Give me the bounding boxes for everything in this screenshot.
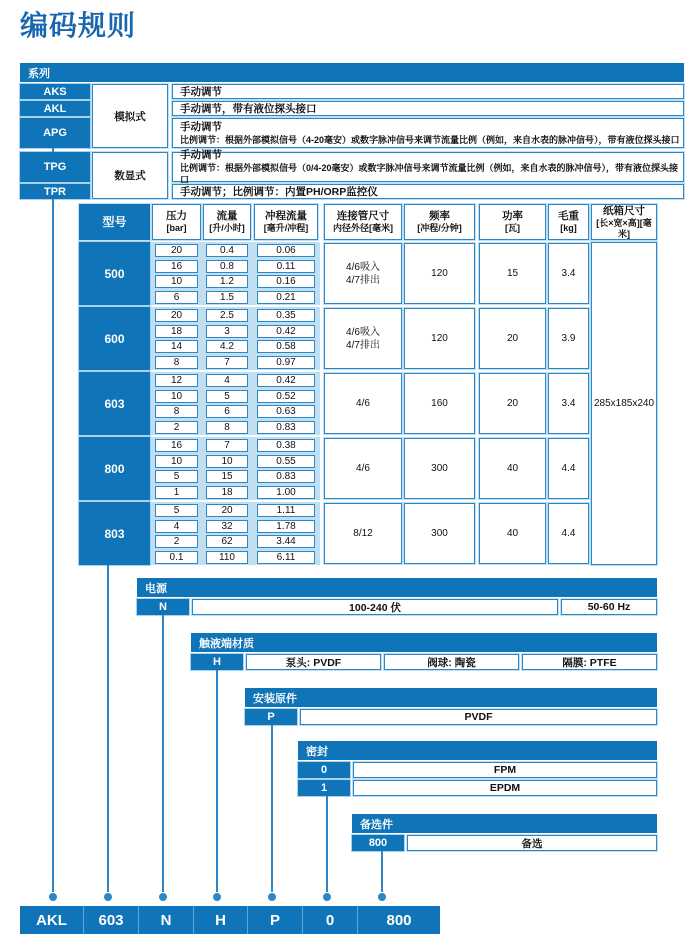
header-line2: [毫升/冲程] xyxy=(263,223,309,233)
header-line1: 频率 xyxy=(429,210,450,222)
series-code-akl: AKL xyxy=(20,101,90,116)
stroke-flow-cell: 0.16 xyxy=(257,275,315,288)
header-line2: [冲程/分钟] xyxy=(417,223,462,233)
code-segment-power: N xyxy=(138,906,193,934)
connector-line-installation xyxy=(271,725,273,892)
stroke-flow-cell: 0.21 xyxy=(257,291,315,304)
pressure-cell: 16 xyxy=(155,260,198,273)
series-desc-apg-line2: 比例调节：根据外部模拟信号（4-20毫安）或数字脉冲信号来调节流量比例（例如，来自水表的脉冲信号），带有液位探头接口 xyxy=(180,134,680,145)
stroke-flow-cell: 0.11 xyxy=(257,260,315,273)
installation-header-label: 安装原件 xyxy=(253,692,297,705)
header-line1: 型号 xyxy=(102,214,127,229)
power-frequency: 50-60 Hz xyxy=(561,599,657,615)
code-segment-series: AKL xyxy=(36,911,67,929)
power-voltage: 100-240 伏 xyxy=(192,599,558,615)
pipe-size-cell xyxy=(324,243,402,304)
stroke-flow-cell: 1.00 xyxy=(257,486,315,499)
stroke-flow-cell: 0.52 xyxy=(257,390,315,403)
connector-dot-model xyxy=(104,893,112,901)
code-segment-optional: 800 xyxy=(357,906,440,934)
header-line1: 冲程流量 xyxy=(265,210,307,222)
pressure-cell: 8 xyxy=(155,356,198,369)
code-segment-model: 603 xyxy=(83,906,138,934)
pressure-cell: 5 xyxy=(155,470,198,483)
header-cell xyxy=(324,204,402,240)
pressure-cell: 10 xyxy=(155,275,198,288)
stroke-flow-cell: 0.58 xyxy=(257,340,315,353)
flow-cell: 20 xyxy=(206,504,248,517)
optional-header-label: 备选件 xyxy=(360,818,393,831)
series-desc-tpg xyxy=(172,148,684,185)
pressure-cell: 16 xyxy=(155,439,198,452)
header-line1: 流量 xyxy=(216,210,238,222)
flow-cell: 6 xyxy=(206,405,248,418)
stroke-flow-cell: 0.38 xyxy=(257,439,315,452)
installation-section-header xyxy=(245,688,657,707)
header-line2: [瓦] xyxy=(505,223,520,233)
weight-cell: 4.4 xyxy=(548,503,589,564)
installation-value: PVDF xyxy=(300,709,657,725)
seal-value-fpm: FPM xyxy=(353,762,657,778)
flow-cell: 1.5 xyxy=(206,291,248,304)
header-line1: 纸箱尺寸 xyxy=(603,204,645,217)
material-diaphragm: 隔膜: PTFE xyxy=(522,654,657,670)
flow-cell: 7 xyxy=(206,356,248,369)
seal-value-epdm: EPDM xyxy=(353,780,657,796)
flow-cell: 10 xyxy=(206,455,248,468)
flow-cell: 32 xyxy=(206,520,248,533)
series-type-analog: 模拟式 xyxy=(92,84,168,148)
series-desc-apg xyxy=(172,118,684,148)
seal-section-header xyxy=(298,741,657,760)
model-spec-table xyxy=(79,204,657,565)
flow-cell: 62 xyxy=(206,535,248,548)
code-segment-seal: 0 xyxy=(302,906,357,934)
pressure-cell: 8 xyxy=(155,405,198,418)
material-code: H xyxy=(191,654,243,670)
seal-header-label: 密封 xyxy=(306,745,328,758)
series-type-digital: 数显式 xyxy=(92,152,168,199)
header-cell xyxy=(254,204,318,240)
connector-line-model xyxy=(107,565,109,892)
carton-size-cell: 285x185x240 xyxy=(591,242,657,565)
code-segment-installation: P xyxy=(247,906,302,934)
pipe-size-cell xyxy=(324,503,402,564)
connector-dot-seal xyxy=(323,893,331,901)
connector-dot-installation xyxy=(268,893,276,901)
weight-cell: 3.9 xyxy=(548,308,589,369)
pipe-size-cell xyxy=(324,308,402,369)
power-section-header xyxy=(137,578,657,597)
series-desc-apg-line1: 手动调节 xyxy=(180,120,222,133)
power-header-label: 电源 xyxy=(145,582,167,595)
flow-cell: 5 xyxy=(206,390,248,403)
stroke-flow-cell: 1.11 xyxy=(257,504,315,517)
series-desc-tpg-line1: 手动调节 xyxy=(180,148,222,161)
series-code-tpg: TPG xyxy=(20,152,90,182)
pipe-size-line: 4/6 xyxy=(356,398,370,409)
model-cell: 800 xyxy=(79,437,150,500)
connector-dot-optional xyxy=(378,893,386,901)
header-cell xyxy=(548,204,589,240)
header-line2: [bar] xyxy=(166,223,187,233)
stroke-flow-cell: 0.97 xyxy=(257,356,315,369)
flow-cell: 18 xyxy=(206,486,248,499)
pressure-cell: 18 xyxy=(155,325,198,338)
connector-line-optional xyxy=(381,851,383,892)
series-group-connector-line xyxy=(52,148,54,152)
material-section-header xyxy=(191,633,657,652)
pipe-size-line: 8/12 xyxy=(353,528,373,539)
pipe-size-cell xyxy=(324,373,402,434)
weight-cell: 4.4 xyxy=(548,438,589,499)
stroke-flow-cell: 0.55 xyxy=(257,455,315,468)
series-header-label: 系列 xyxy=(28,67,50,80)
flow-cell: 8 xyxy=(206,421,248,434)
series-desc-akl: 手动调节，带有液位探头接口 xyxy=(172,101,684,116)
page-title: 编码规则 xyxy=(20,10,137,41)
stroke-flow-cell: 6.11 xyxy=(257,551,315,564)
flow-cell: 15 xyxy=(206,470,248,483)
seal-code-1: 1 xyxy=(298,780,350,796)
power-cell: 20 xyxy=(479,373,546,434)
frequency-cell: 120 xyxy=(404,243,475,304)
series-desc-tpg-line2: 比例调节：根据外部模拟信号（0/4-20毫安）或数字脉冲信号来调节流量比例（例如，来自水表的脉冲信号），带有液位探头接口 xyxy=(180,162,679,185)
flow-cell: 4 xyxy=(206,374,248,387)
header-line2: [kg] xyxy=(560,223,577,233)
stroke-flow-cell: 0.35 xyxy=(257,309,315,322)
pressure-cell: 4 xyxy=(155,520,198,533)
flow-cell: 0.8 xyxy=(206,260,248,273)
flow-cell: 1.2 xyxy=(206,275,248,288)
pipe-size-line: 4/6吸入 xyxy=(346,326,380,338)
pipe-size-cell xyxy=(324,438,402,499)
power-cell: 20 xyxy=(479,308,546,369)
pressure-cell: 1 xyxy=(155,486,198,499)
material-pump-head: 泵头: PVDF xyxy=(246,654,381,670)
series-desc-aks: 手动调节 xyxy=(172,84,684,99)
connector-dot-series xyxy=(49,893,57,901)
stroke-flow-cell: 0.06 xyxy=(257,244,315,257)
header-line2: [升/小时] xyxy=(209,223,245,233)
stroke-flow-cell: 1.78 xyxy=(257,520,315,533)
frequency-cell: 120 xyxy=(404,308,475,369)
pressure-cell: 2 xyxy=(155,535,198,548)
frequency-cell: 300 xyxy=(404,438,475,499)
pressure-cell: 10 xyxy=(155,390,198,403)
stroke-flow-cell: 0.42 xyxy=(257,374,315,387)
stroke-flow-cell: 0.83 xyxy=(257,470,315,483)
weight-cell: 3.4 xyxy=(548,373,589,434)
model-cell: 500 xyxy=(79,242,150,305)
seal-code-0: 0 xyxy=(298,762,350,778)
series-code-aks: AKS xyxy=(20,84,90,99)
pressure-cell: 5 xyxy=(155,504,198,517)
material-header-label: 触液端材质 xyxy=(199,637,254,650)
series-code-tpr: TPR xyxy=(20,184,90,199)
flow-cell: 0.4 xyxy=(206,244,248,257)
frequency-cell: 160 xyxy=(404,373,475,434)
pressure-cell: 12 xyxy=(155,374,198,387)
code-segment-material: H xyxy=(193,906,247,934)
installation-code: P xyxy=(245,709,297,725)
flow-cell: 3 xyxy=(206,325,248,338)
series-code-apg: APG xyxy=(20,118,90,148)
power-code: N xyxy=(137,599,189,615)
pressure-cell: 20 xyxy=(155,309,198,322)
power-cell: 40 xyxy=(479,438,546,499)
series-desc-tpr: 手动调节；比例调节：内置PH/ORP监控仪 xyxy=(172,184,684,199)
connector-dot-power xyxy=(159,893,167,901)
connector-dot-material xyxy=(213,893,221,901)
pressure-cell: 20 xyxy=(155,244,198,257)
header-line2: [长×宽×高][毫米] xyxy=(596,217,652,239)
series-section-header xyxy=(20,63,684,82)
pressure-cell: 6 xyxy=(155,291,198,304)
pipe-size-line: 4/6 xyxy=(356,463,370,474)
header-cell xyxy=(203,204,251,240)
connector-line-power xyxy=(162,615,164,892)
header-line2: 内径外径[毫米] xyxy=(333,223,393,233)
header-line1: 连接管尺寸 xyxy=(336,210,390,222)
flow-cell: 2.5 xyxy=(206,309,248,322)
optional-section-header xyxy=(352,814,657,833)
power-cell: 15 xyxy=(479,243,546,304)
pipe-size-line: 4/6吸入 xyxy=(346,261,380,273)
model-cell: 803 xyxy=(79,502,150,565)
flow-cell: 110 xyxy=(206,551,248,564)
header-cell xyxy=(479,204,546,240)
pressure-cell: 14 xyxy=(155,340,198,353)
connector-line-material xyxy=(216,670,218,892)
model-cell: 600 xyxy=(79,307,150,370)
stroke-flow-cell: 0.63 xyxy=(257,405,315,418)
material-valve-ball: 阀球: 陶瓷 xyxy=(384,654,519,670)
pressure-cell: 2 xyxy=(155,421,198,434)
stroke-flow-cell: 3.44 xyxy=(257,535,315,548)
header-cell xyxy=(404,204,475,240)
connector-line-series xyxy=(52,199,54,892)
header-line1: 功率 xyxy=(502,210,523,222)
power-cell: 40 xyxy=(479,503,546,564)
pipe-size-line: 4/7排出 xyxy=(346,274,380,286)
weight-cell: 3.4 xyxy=(548,243,589,304)
flow-cell: 7 xyxy=(206,439,248,452)
stroke-flow-cell: 0.83 xyxy=(257,421,315,434)
optional-value: 备选 xyxy=(407,835,657,851)
header-line1: 毛重 xyxy=(558,210,579,222)
header-cell xyxy=(591,204,657,240)
header-cell xyxy=(152,204,201,240)
pipe-size-line: 4/7排出 xyxy=(346,339,380,351)
model-cell: 603 xyxy=(79,372,150,435)
pressure-cell: 0.1 xyxy=(155,551,198,564)
pressure-cell: 10 xyxy=(155,455,198,468)
optional-code: 800 xyxy=(352,835,404,851)
stroke-flow-cell: 0.42 xyxy=(257,325,315,338)
header-cell xyxy=(79,204,150,240)
flow-cell: 4.2 xyxy=(206,340,248,353)
header-line1: 压力 xyxy=(166,210,187,222)
connector-line-seal xyxy=(326,796,328,892)
product-code-bar xyxy=(20,906,440,934)
frequency-cell: 300 xyxy=(404,503,475,564)
